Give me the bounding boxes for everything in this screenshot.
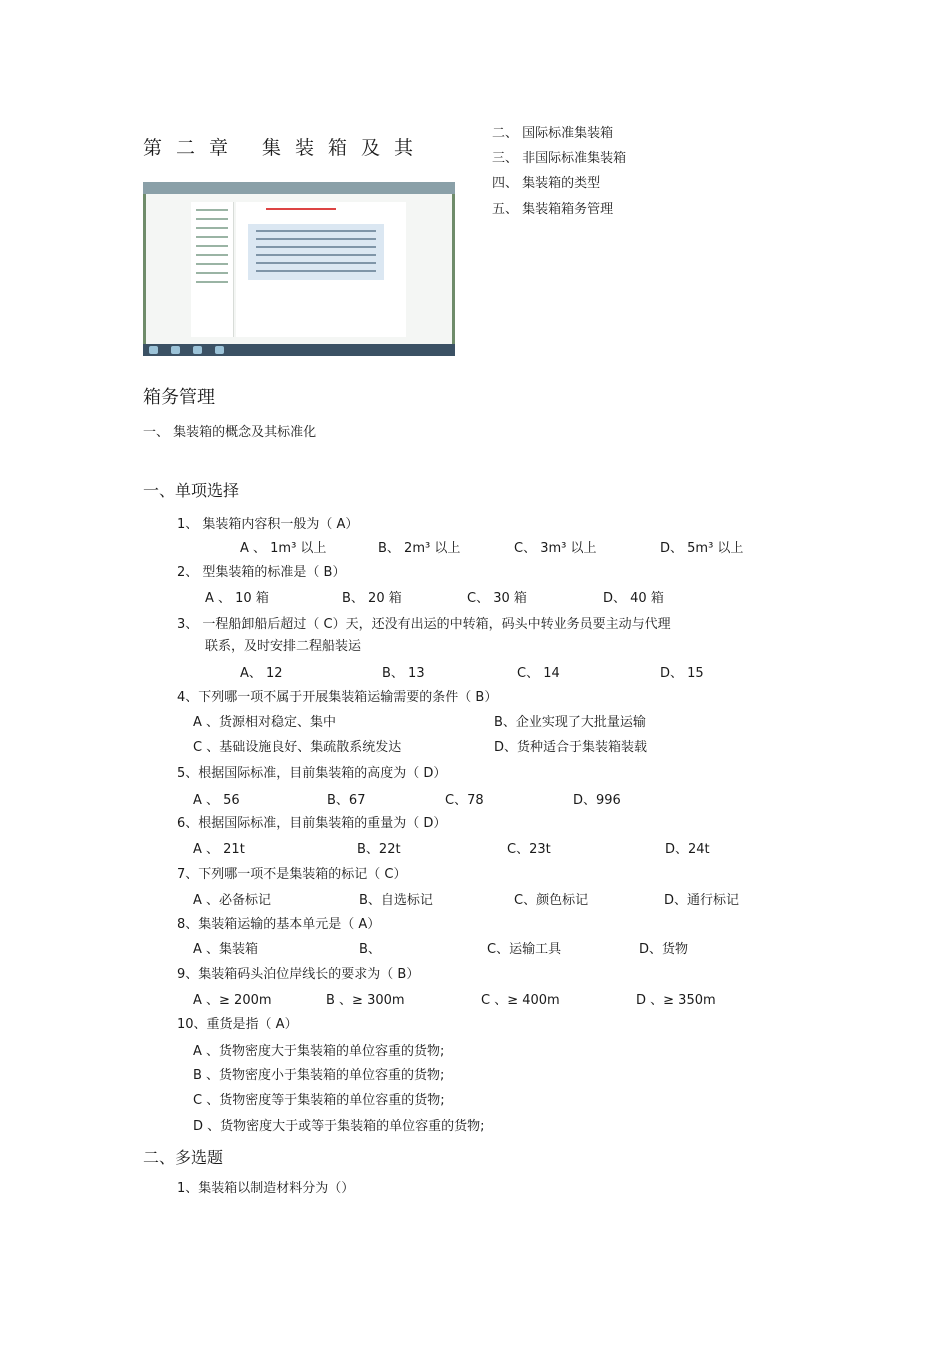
thumb-sidebar (191, 202, 234, 337)
toc-item-4: 四、 集装箱的类型 (492, 176, 601, 191)
q3-option-a: A、 12 (240, 666, 283, 681)
q8-option-d: D、货物 (639, 942, 689, 957)
q10-option-a: A 、货物密度大于集装箱的单位容重的货物; (193, 1044, 445, 1059)
thumb-notice-card (248, 224, 384, 280)
q7-option-c: C、颜色标记 (514, 893, 589, 908)
q5-option-a: A 、 56 (193, 793, 240, 808)
question-4: 4、下列哪一项不属于开展集装箱运输需要的条件（ B） (177, 690, 498, 705)
q7-option-a: A 、必备标记 (193, 893, 272, 908)
q10-option-b: B 、货物密度小于集装箱的单位容重的货物; (193, 1068, 445, 1083)
q3-option-d: D、 15 (660, 666, 704, 681)
section-single-choice: 一、单项选择 (143, 481, 240, 500)
question-2: 2、 型集装箱的标准是（ B） (177, 565, 346, 580)
section-multi-choice: 二、多选题 (143, 1148, 224, 1167)
q1-option-a: A 、 1m³ 以上 (240, 541, 327, 556)
q1-option-d: D、 5m³ 以上 (660, 541, 744, 556)
thumb-content (236, 202, 406, 337)
q2-option-d: D、 40 箱 (603, 591, 664, 606)
browser-toolbar (143, 182, 455, 194)
question-8: 8、集装箱运输的基本单元是（ A） (177, 917, 381, 932)
q8-option-b: B、 (359, 942, 381, 957)
question-1: 1、 集装箱内容积一般为（ A） (177, 517, 359, 532)
q6-option-d: D、24t (665, 842, 710, 857)
q8-option-c: C、运输工具 (487, 942, 562, 957)
q7-option-b: B、自选标记 (359, 893, 433, 908)
q9-option-d: D 、≥ 350m (636, 993, 716, 1008)
toc-item-2: 二、 国际标准集装箱 (492, 126, 614, 141)
q9-option-a: A 、≥ 200m (193, 993, 272, 1008)
q5-option-b: B、67 (327, 793, 366, 808)
q10-option-c: C 、货物密度等于集装箱的单位容重的货物; (193, 1093, 445, 1108)
question-9: 9、集装箱码头泊位岸线长的要求为（ B） (177, 967, 420, 982)
browser-window (146, 194, 452, 344)
q3-option-b: B、 13 (382, 666, 425, 681)
q6-option-c: C、23t (507, 842, 551, 857)
q7-option-d: D、通行标记 (664, 893, 740, 908)
q2-option-a: A 、 10 箱 (205, 591, 269, 606)
question-10: 10、重货是指（ A） (177, 1017, 298, 1032)
toc-item-1: 一、 集装箱的概念及其标准化 (143, 425, 317, 440)
q6-option-b: B、22t (357, 842, 401, 857)
q10-option-d: D 、货物密度大于或等于集装箱的单位容重的货物; (193, 1119, 485, 1134)
q4-option-c: C 、基础设施良好、集疏散系统发达 (193, 740, 402, 755)
chapter-title-cont: 箱务管理 (143, 387, 215, 408)
q1-option-c: C、 3m³ 以上 (514, 541, 597, 556)
question-5: 5、根据国际标准，目前集装箱的高度为（ D） (177, 766, 447, 781)
q4-option-b: B、企业实现了大批量运输 (494, 715, 646, 730)
q5-option-d: D、996 (573, 793, 621, 808)
thumb-red-line (266, 208, 336, 210)
q3-option-c: C、 14 (517, 666, 560, 681)
toc-item-3: 三、 非国际标准集装箱 (492, 151, 627, 166)
q4-option-a: A 、货源相对稳定、集中 (193, 715, 337, 730)
q6-option-a: A 、 21t (193, 842, 245, 857)
q4-option-d: D、货种适合于集装箱装载 (494, 740, 648, 755)
q9-option-b: B 、≥ 300m (326, 993, 405, 1008)
question-3: 3、 一程船卸船后超过（ C）天，还没有出运的中转箱，码头中转业务员要主动与代理 (177, 617, 671, 632)
q8-option-a: A 、集装箱 (193, 942, 259, 957)
toc-item-5: 五、 集装箱箱务管理 (492, 202, 614, 217)
q2-option-b: B、 20 箱 (342, 591, 402, 606)
chapter-title: 第二章 集装箱及其 (143, 137, 428, 159)
q2-option-c: C、 30 箱 (467, 591, 527, 606)
taskbar (143, 344, 455, 356)
q1-option-b: B、 2m³ 以上 (378, 541, 461, 556)
question-6: 6、根据国际标准，目前集装箱的重量为（ D） (177, 816, 447, 831)
multi-question-1: 1、集装箱以制造材料分为（） (177, 1181, 355, 1196)
embedded-screenshot (143, 182, 455, 356)
q9-option-c: C 、≥ 400m (481, 993, 560, 1008)
q5-option-c: C、78 (445, 793, 484, 808)
question-7: 7、下列哪一项不是集装箱的标记（ C） (177, 867, 407, 882)
question-3-cont: 联系，及时安排二程船装运 (205, 639, 362, 654)
